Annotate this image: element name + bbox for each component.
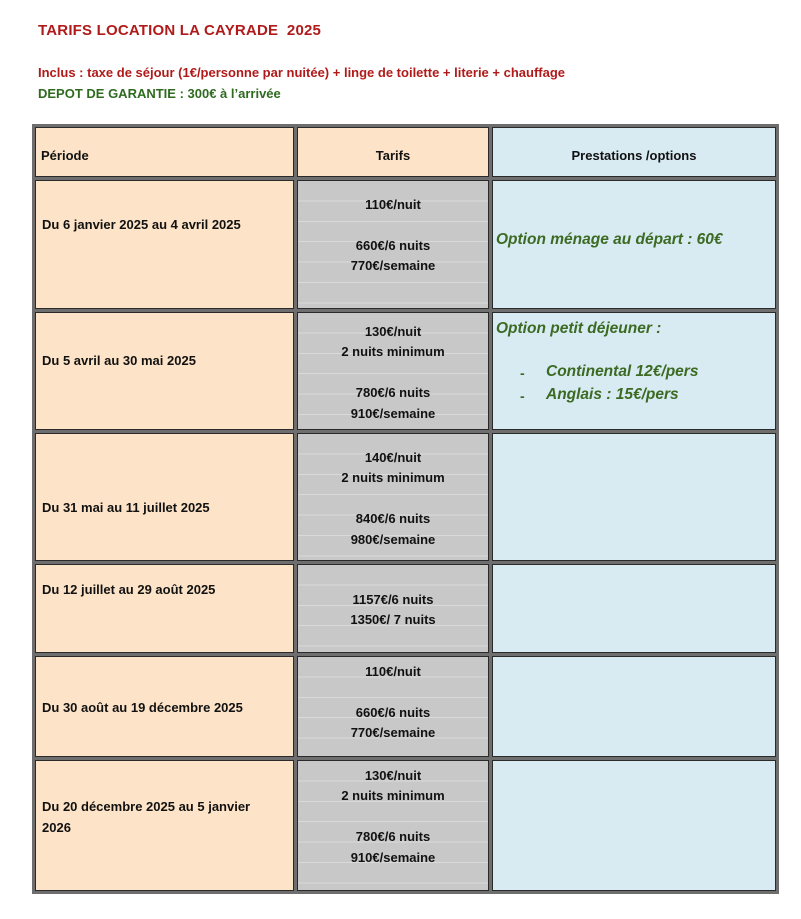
header-cell-options: [492, 127, 776, 177]
table-row-tarifs: [297, 656, 489, 757]
tarif-line: 110€/nuit: [365, 664, 421, 679]
header-label-options: Prestations /options: [571, 148, 697, 163]
table-row-period: [35, 312, 294, 430]
option-menage: Option ménage au départ : 60€: [496, 231, 723, 248]
period-label: Du 30 août au 19 décembre 2025: [42, 700, 243, 715]
period-label-line: 2026: [42, 820, 71, 835]
deposit-note: DEPOT DE GARANTIE : 300€ à l’arrivée: [38, 86, 281, 101]
table-row-options: [492, 656, 776, 757]
option-continental: Continental 12€/pers: [546, 363, 699, 380]
table-row-period: [35, 433, 294, 561]
table-row-period: [35, 656, 294, 757]
tarif-line: 660€/6 nuits: [355, 237, 431, 253]
table-row-period: [35, 180, 294, 309]
header-cell-period: [35, 127, 294, 177]
tariff-table: [32, 124, 779, 894]
tarif-line: 840€/6 nuits: [355, 511, 431, 527]
tarif-line: [298, 363, 488, 383]
tarif-line: 780€/6 nuits: [355, 385, 431, 401]
period-label: Du 12 juillet au 29 août 2025: [42, 582, 216, 597]
tarif-line: 2 nuits minimum: [341, 344, 445, 360]
tarif-line: [298, 682, 488, 702]
bullet-dash: -: [520, 365, 525, 381]
tarif-line: 910€/semaine: [350, 405, 436, 421]
table-row-tarifs: [297, 433, 489, 561]
tarif-line: [298, 807, 488, 827]
tarif-line: 660€/6 nuits: [355, 704, 431, 720]
table-row-options: [492, 433, 776, 561]
tarif-line: 130€/nuit: [364, 324, 422, 339]
table-row-options: [492, 564, 776, 653]
tarif-line: 980€/semaine: [350, 531, 436, 547]
tarif-line: 770€/semaine: [350, 258, 436, 274]
document-title: TARIFS LOCATION LA CAYRADE 2025: [38, 22, 322, 39]
header-cell-tarifs: [297, 127, 489, 177]
table-row-tarifs: [297, 312, 489, 430]
table-row-options: [492, 180, 776, 309]
option-anglais: Anglais : 15€/pers: [546, 386, 679, 403]
table-row-period: [35, 564, 294, 653]
tarif-line: 770€/semaine: [350, 725, 436, 741]
bullet-dash: -: [520, 388, 525, 404]
period-label-line: Du 20 décembre 2025 au 5 janvier: [42, 799, 251, 814]
table-row-tarifs: [297, 760, 489, 891]
table-row-options: [492, 760, 776, 891]
header-label-period: Période: [41, 148, 89, 163]
tarif-line: 780€/6 nuits: [355, 829, 431, 845]
period-label: Du 5 avril au 30 mai 2025: [42, 353, 196, 368]
tarif-line: [298, 489, 488, 509]
tarif-line: 1350€/ 7 nuits: [350, 612, 436, 628]
tarif-line: 140€/nuit: [364, 450, 422, 465]
table-row-tarifs: [297, 180, 489, 309]
tarif-line: 110€/nuit: [365, 197, 421, 212]
period-label: [42, 796, 250, 838]
period-label: Du 6 janvier 2025 au 4 avril 2025: [42, 217, 241, 232]
table-row-options: [492, 312, 776, 430]
option-petit-dejeuner: Option petit déjeuner :: [496, 320, 662, 337]
tarif-line: 910€/semaine: [350, 849, 436, 865]
tarif-line: 2 nuits minimum: [341, 788, 445, 804]
table-row-tarifs: [297, 564, 489, 653]
tarif-line: [298, 215, 488, 235]
included-note: Inclus : taxe de séjour (1€/personne par nuitée) + linge de toilette + literie + chauffage: [38, 65, 566, 80]
header-label-tarifs: Tarifs: [375, 148, 411, 163]
tarif-line: 1157€/6 nuits: [352, 592, 434, 607]
table-row-period: [35, 760, 294, 891]
period-label: Du 31 mai au 11 juillet 2025: [42, 500, 210, 515]
tarif-line: 130€/nuit: [364, 768, 422, 783]
tarif-line: 2 nuits minimum: [341, 470, 445, 486]
